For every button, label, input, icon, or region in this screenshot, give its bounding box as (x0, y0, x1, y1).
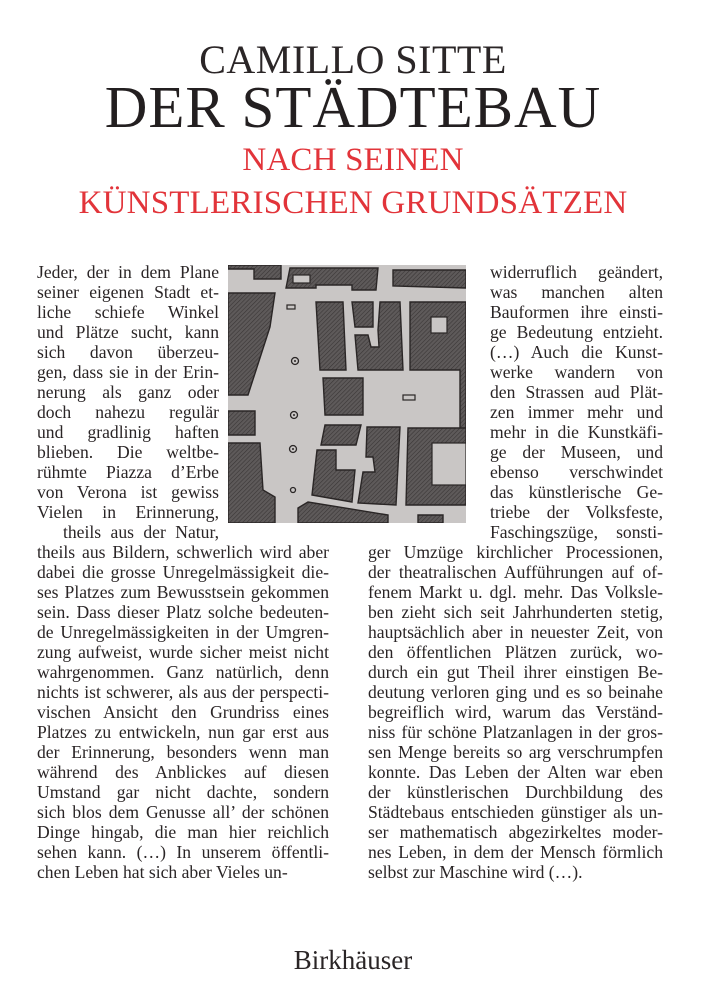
text-line: niss für schöne Platzanlagen in der gros- (368, 722, 663, 742)
text-line: doch nahezu regulär (37, 402, 219, 422)
text-line: ser mathematisch abgezirkeltes moder- (368, 822, 663, 842)
text-line: seiner eigenen Stadt et- (37, 282, 219, 302)
text-line: chen Leben hat sich aber Vieles un- (37, 862, 288, 882)
text-line: Dinge hingab, die man hier reichlich (37, 822, 329, 842)
text-line: ge Bedeutung entzieht. (490, 322, 663, 342)
text-line: blieben. Die weltbe- (37, 442, 219, 462)
text-line: triebe der Volksfeste, (490, 502, 663, 522)
text-line: ger Umzüge kirchlicher Processionen, (368, 542, 663, 562)
text-line: ge der Museen, und (490, 442, 663, 462)
text-line: (…) Auch die Kunst- (490, 342, 663, 362)
text-line: von Verona ist gewiss (37, 482, 219, 502)
text-line: sen Menge bereits so arg verschrumpfen (368, 742, 663, 762)
text-line: wahrgenommen. Ganz natürlich, denn (37, 662, 329, 682)
text-line: Jeder, der in dem Plane (37, 262, 219, 282)
text-line: begreiflich wird, warum das Verständ- (368, 702, 663, 722)
text-line: ben zieht sich seit Jahrhunderten stetig, (368, 602, 663, 622)
text-line: mehr in die Kunstkäfi- (490, 422, 663, 442)
text-line: zung aufweist, wurde sicher meist nicht (37, 642, 329, 662)
text-line: Umstand gar nicht dachte, sondern (37, 782, 329, 802)
text-line: sich blos dem Genusse all’ der schönen (37, 802, 329, 822)
text-line: der theatralischen Aufführungen auf of- (368, 562, 663, 582)
text-line: fenem Markt u. dgl. mehr. Das Volksle- (368, 582, 663, 602)
book-title: DER STÄDTEBAU (104, 74, 602, 140)
text-line: widerruflich geändert, (490, 262, 663, 282)
text-line: dabei die grosse Unregelmässigkeit die- (37, 562, 329, 582)
text-line: de Unregelmässigkeiten in der Umgren- (37, 622, 329, 642)
text-line: konnte. Das Leben der Alten war eben (368, 762, 663, 782)
text-line: durch ein gut Theil ihrer einstigen Be- (368, 662, 663, 682)
text-line: ebenso verschwindet (490, 462, 663, 482)
text-line: sich davon überzeu- (37, 342, 219, 362)
text-line: zen immer mehr und (490, 402, 663, 422)
text-line: hauptsächlich aber in neuester Zeit, von (368, 622, 663, 642)
text-line: Bauformen ihre einsti- (490, 302, 663, 322)
text-line: der künstlerischen Durchbildung des (368, 782, 663, 802)
text-line: den öffentlichen Plätzen zurück, wo- (368, 642, 663, 662)
text-line: das künstlerische Ge- (490, 482, 663, 502)
text-line: Platzes zu entwickeln, nun gar erst aus (37, 722, 329, 742)
text-line: Städtebaus entschieden günstiger als un- (368, 802, 663, 822)
text-line: der Erinnerung, besonders wenn man (37, 742, 329, 762)
text-line: nerung als ganz oder (37, 382, 219, 402)
text-line: deutung verloren ging und es so beinahe (368, 682, 663, 702)
text-line: vischen Ansicht den Grundriss eines (37, 702, 329, 722)
text-line: nes Leben, in dem der Mensch förmlich (368, 842, 663, 862)
text-line: ses Platzes zum Bewusstsein gekommen (37, 582, 329, 602)
text-line: und Plätze sucht, kann (37, 322, 219, 342)
text-line: werke wandern von (490, 362, 663, 382)
city-plan-map-icon (228, 265, 466, 523)
text-line: sehen kann. (…) In unserem öffentli- (37, 842, 329, 862)
text-line: Vielen in Erinnerung, (37, 502, 219, 522)
text-line: Faschingszüge, sonsti- (490, 522, 663, 542)
text-line: theils aus der Natur, (63, 522, 219, 542)
text-line: den Strassen aud Plät- (490, 382, 663, 402)
text-line: gen, dass sie in der Erin- (37, 362, 219, 382)
publisher-name: Birkhäuser (293, 945, 413, 975)
text-line: theils aus Bildern, schwerlich wird aber (37, 542, 329, 562)
text-line: was manchen alten (490, 282, 663, 302)
text-line: sein. Dass dieser Platz solche bedeuten- (37, 602, 329, 622)
text-line: rühmte Piazza d’Erbe (37, 462, 219, 482)
text-line: während des Anblickes auf diesen (37, 762, 329, 782)
text-line: und gradlinig haften (37, 422, 219, 442)
subtitle-line-2: KÜNSTLERISCHEN GRUNDSÄTZEN (78, 185, 628, 221)
author-name: CAMILLO SITTE (199, 37, 507, 82)
text-line: selbst zur Maschine wird (…). (368, 862, 583, 882)
subtitle-line-1: NACH SEINEN (242, 142, 464, 178)
text-line: liche schiefe Winkel (37, 302, 219, 322)
text-line: nichts ist schwerer, als aus der perspecti- (37, 682, 329, 702)
